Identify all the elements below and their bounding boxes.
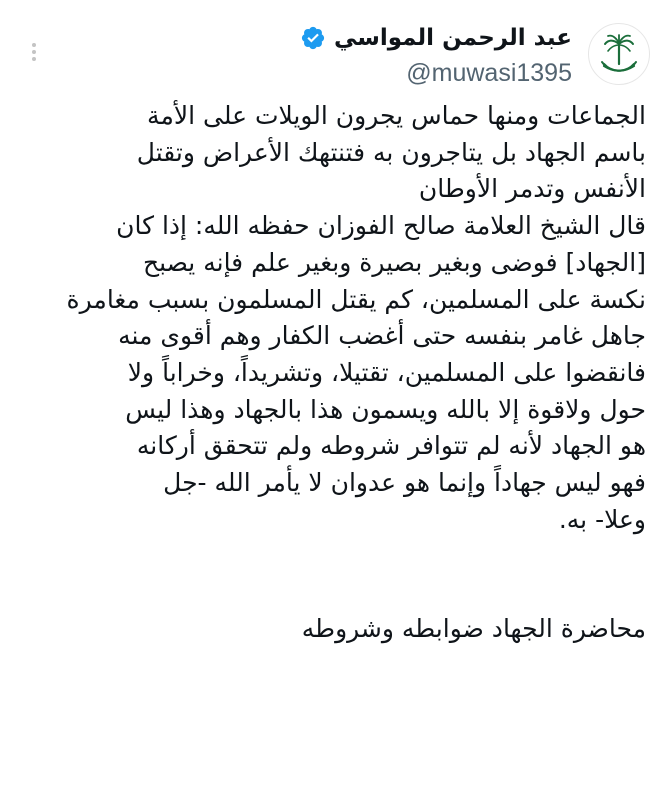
tweet-text-line: نكسة على المسلمين، كم يقتل المسلمون بسبب مغامرة	[66, 284, 646, 314]
tweet-text-line: هو الجهاد لأنه لم تتوافر شروطه ولم تتحقق أركانه	[136, 431, 646, 461]
user-handle[interactable]: @muwasi1395	[406, 59, 572, 87]
tweet-text-line: الأنفس وتدمر الأوطان	[418, 174, 646, 204]
tweet-footer-line: محاضرة الجهاد ضوابطه وشروطه	[301, 614, 646, 644]
saudi-emblem-icon	[589, 24, 649, 84]
avatar[interactable]	[588, 23, 650, 85]
paragraph-gap	[14, 538, 646, 611]
tweet-text-line: جاهل غامر بنفسه حتى أغضب الكفار وهم أقوى منه	[118, 321, 646, 351]
display-name[interactable]: عبد الرحمن المواسي	[333, 25, 572, 51]
tweet-text	[14, 98, 646, 648]
tweet-text-line: الجماعات ومنها حماس يجرون الويلات على الأمة	[147, 101, 646, 130]
more-options-button[interactable]	[22, 40, 46, 64]
tweet-text-line: باسم الجهاد بل يتاجرون به فتنتهك الأعراض وتقتل	[136, 137, 646, 167]
verified-check-icon	[300, 25, 326, 51]
tweet-text-line: وعلا- به.	[558, 504, 646, 534]
tweet-text-line: فانقضوا على المسلمين، تقتيلا، وتشريداً، وخراباً ولا	[127, 357, 646, 387]
tweet-text-line: فهو ليس جهاداً وإنما هو عدوان لا يأمر الله -جل	[163, 468, 646, 498]
more-dot	[32, 57, 36, 61]
tweet-text-line: حول ولاقوة إلا بالله ويسمون هذا بالجهاد وهذا ليس	[125, 394, 646, 424]
tweet-text-line: قال الشيخ العلامة صالح الفوزان حفظه الله: إذا كان	[116, 211, 646, 241]
tweet-header	[300, 22, 572, 90]
more-dot	[32, 43, 36, 47]
name-row	[300, 22, 572, 54]
more-dot	[32, 50, 36, 54]
tweet-text-line: [الجهاد] فوضى وبغير بصيرة وبغير علم فإنه يصبح	[142, 247, 646, 277]
